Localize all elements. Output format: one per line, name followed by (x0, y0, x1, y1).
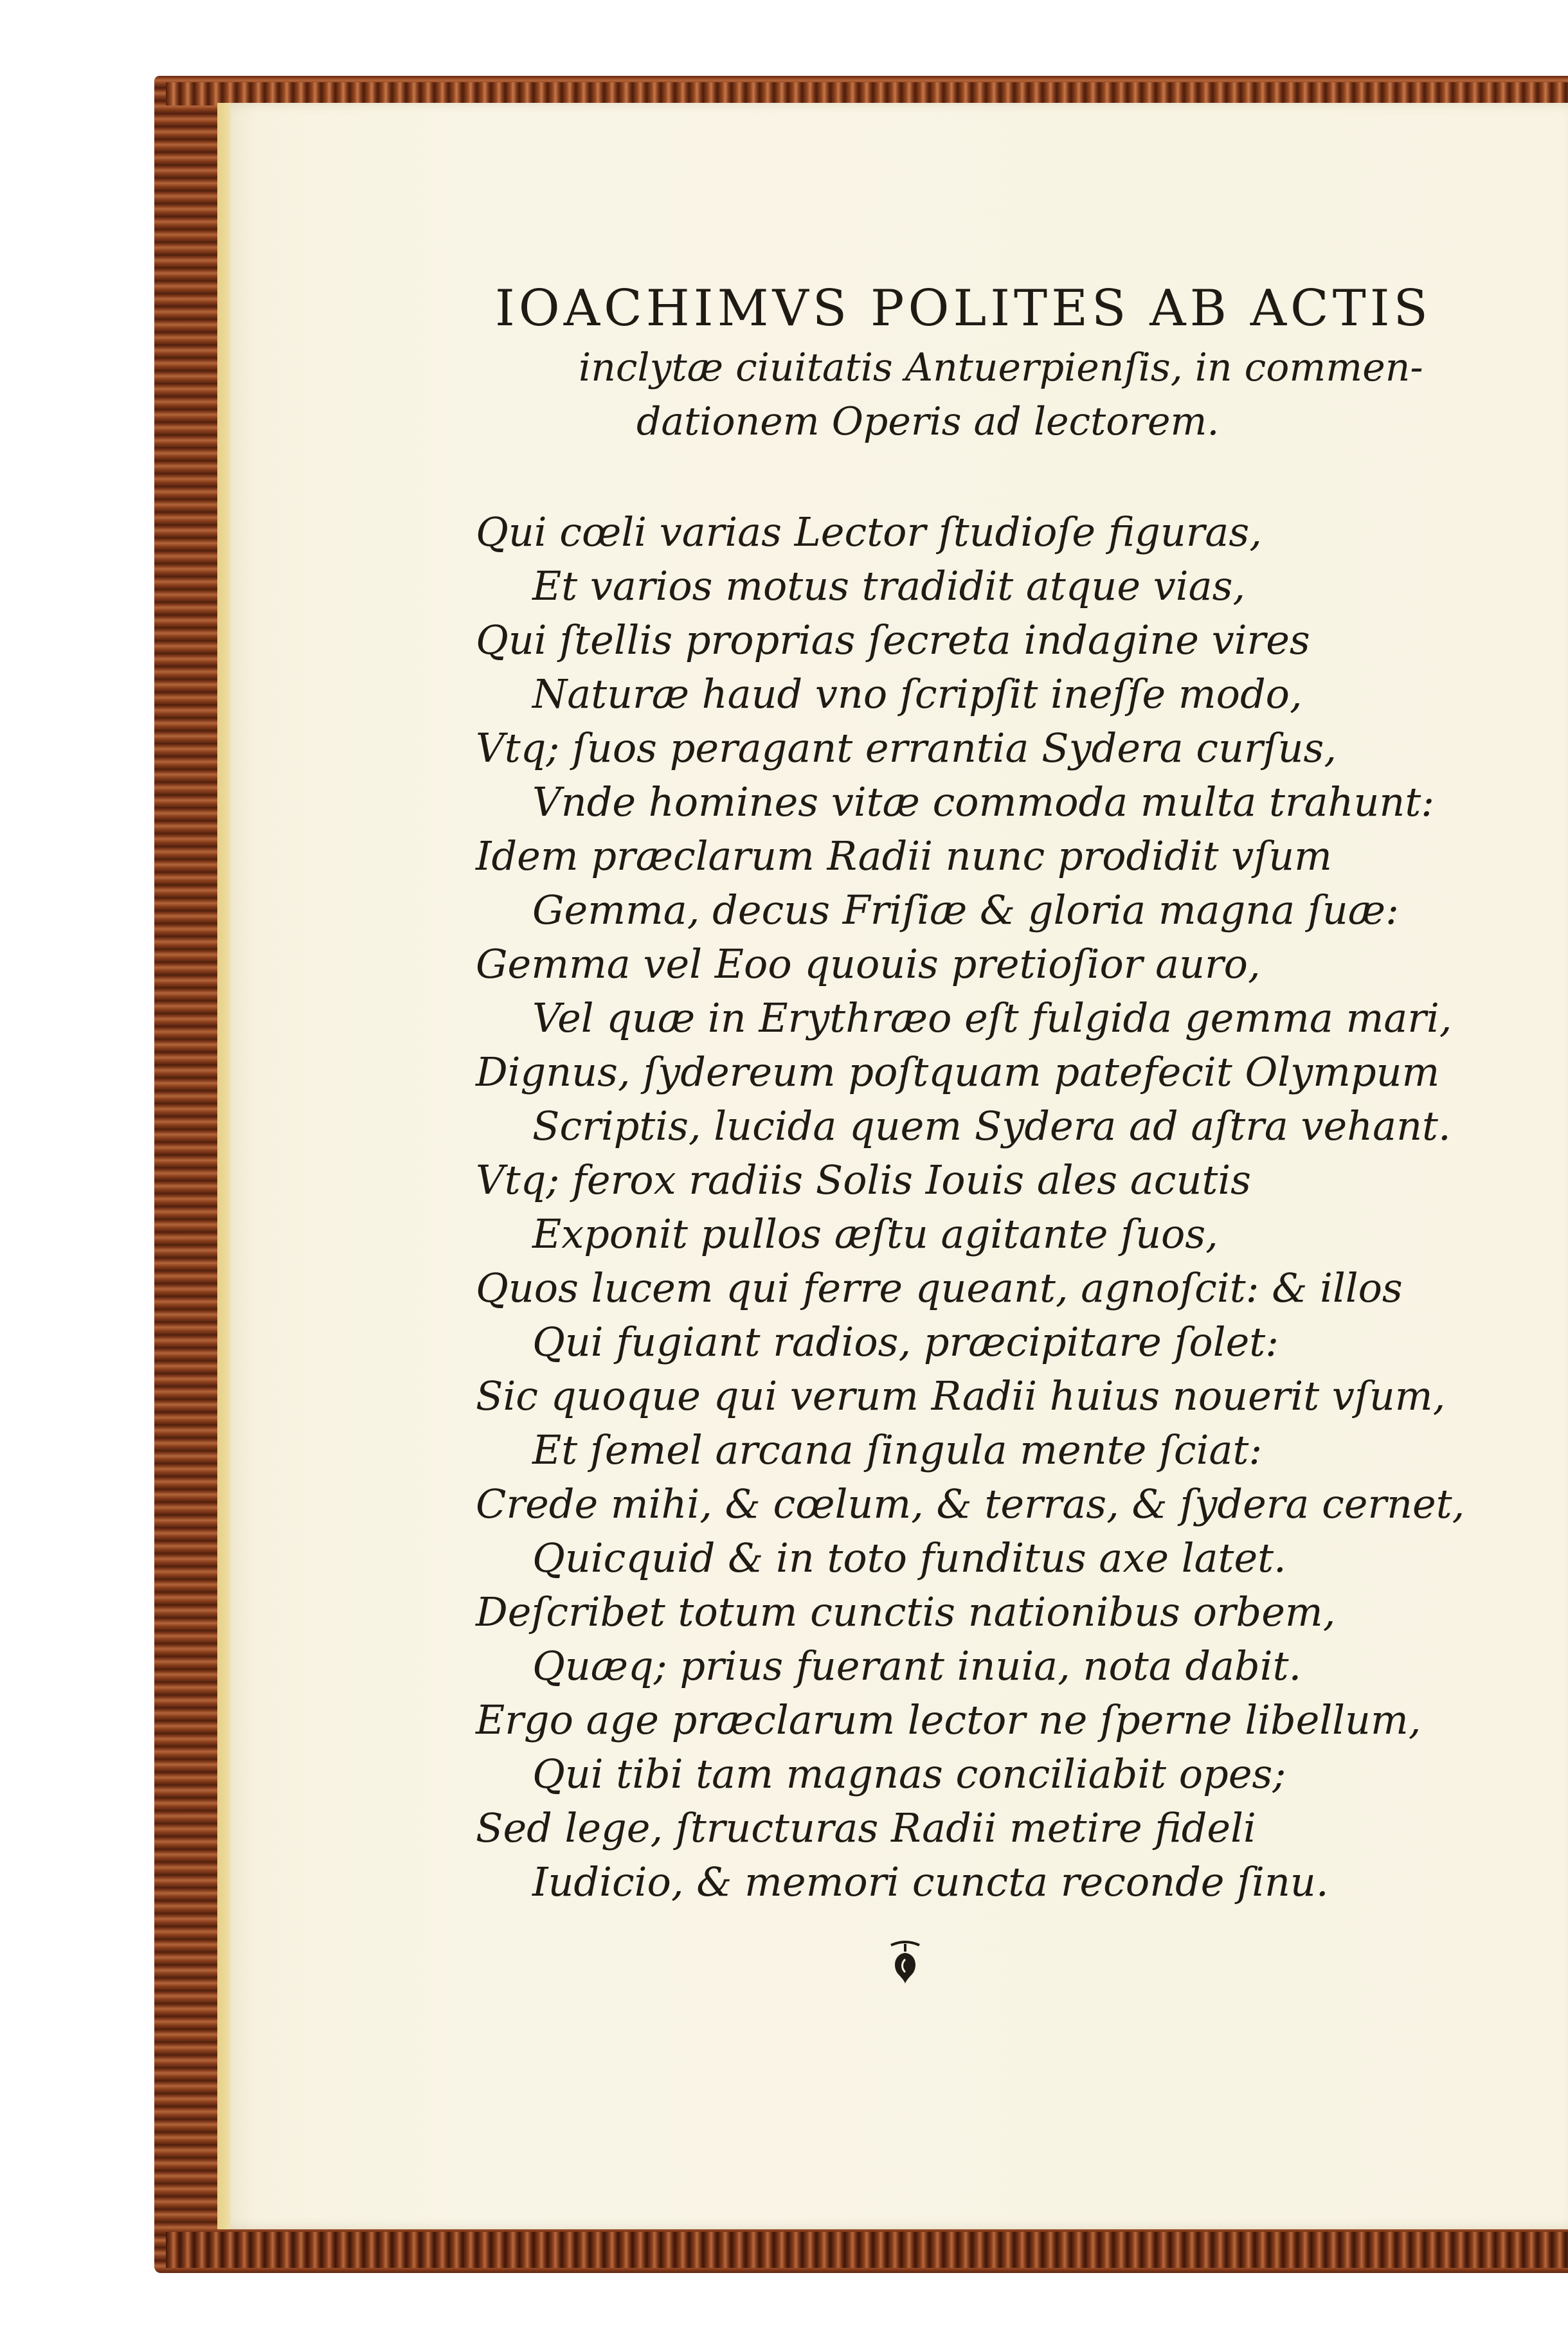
poem-line: Qui fugiant radios, præcipitare ſolet: (532, 1318, 1279, 1365)
poem-subheading-line-1: inclytæ ciuitatis Antuerpienſis, in commen- (579, 345, 1423, 390)
page-text (476, 276, 1543, 1919)
poem-line: Quos lucem qui ferre queant, agnoſcit: & illos (476, 1264, 1403, 1311)
poem-line: Iudicio, & memori cuncta reconde ſinu. (532, 1858, 1329, 1905)
poem-line: Gemma, decus Friſiæ & gloria magna ſuæ: (532, 886, 1399, 933)
poem-line: Vel quæ in Erythræo eſt fulgida gemma mari, (532, 994, 1452, 1041)
poem-line: Idem præclarum Radii nunc prodidit vſum (476, 832, 1332, 879)
fleuron-icon (886, 1940, 924, 1985)
poem-body (476, 505, 1543, 1909)
poem-line: Ergo age præclarum lector ne ſperne libellum, (476, 1696, 1421, 1743)
poem-subheading-line-2: dationem Operis ad lectorem. (636, 399, 1220, 444)
poem-line: Et ſemel arcana ſingula mente ſciat: (532, 1426, 1263, 1473)
poem-line: Deſcribet totum cunctis nationibus orbem, (476, 1588, 1336, 1635)
poem-line: Scriptis, lucida quem Sydera ad aſtra vehant. (532, 1102, 1451, 1149)
poem-line: Et varios motus tradidit atque vias, (532, 562, 1246, 609)
book-edge-bottom (166, 2232, 1568, 2268)
poem-line: Vtq; ſuos peragant errantia Sydera curſus, (476, 724, 1337, 771)
poem-line: Qui ſtellis proprias ſecreta indagine vires (476, 616, 1310, 663)
poem-line: Qui tibi tam magnas conciliabit opes; (532, 1750, 1286, 1797)
poem-line: Gemma vel Eoo quouis pretioſior auro, (476, 940, 1261, 987)
poem-line: Sic quoque qui verum Radii huius nouerit vſum, (476, 1372, 1446, 1419)
book-edge-top (166, 82, 1568, 105)
page-gutter (217, 103, 230, 2229)
poem-line: Quicquid & in toto funditus axe latet. (532, 1534, 1286, 1581)
poem-line: Naturæ haud vno ſcripſit ineſſe modo, (532, 670, 1302, 717)
poem-line: Exponit pullos æſtu agitante ſuos, (532, 1210, 1218, 1257)
poem-heading: IOACHIMVS POLITES AB ACTIS (495, 280, 1432, 337)
poem-line: Crede mihi, & cœlum, & terras, & ſydera cernet, (476, 1480, 1465, 1527)
poem-line: Sed lege, ſtructuras Radii metire fideli (476, 1804, 1256, 1851)
poem-line: Dignus, ſydereum poſtquam patefecit Olympum (476, 1048, 1440, 1095)
poem-line: Vnde homines vitæ commoda multa trahunt: (532, 778, 1435, 825)
poem-line: Qui cœli varias Lector ſtudioſe figuras, (476, 508, 1262, 555)
poem-line: Quæq; prius fuerant inuia, nota dabit. (532, 1642, 1302, 1689)
poem-line: Vtq; ferox radiis Solis Iouis ales acutis (476, 1156, 1252, 1203)
